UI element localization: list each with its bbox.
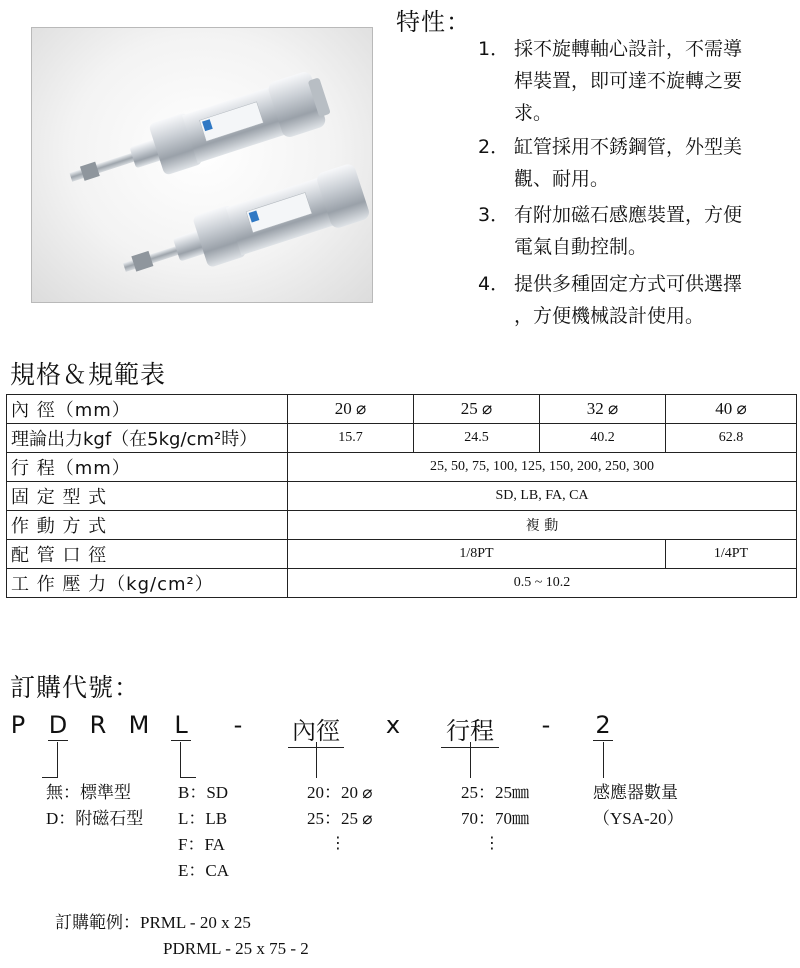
table-cell: 複 動 xyxy=(288,511,797,540)
option-sep: ： xyxy=(189,783,207,803)
table-row-action xyxy=(7,511,797,540)
option-sep: ： xyxy=(187,835,205,855)
code-x: x xyxy=(385,711,401,739)
code-r: R xyxy=(89,711,107,739)
option-key: L xyxy=(178,809,189,828)
connector-line xyxy=(603,742,604,778)
ellipsis-vertical: ⋮ xyxy=(330,833,346,852)
row-label: 工 作 壓 力（kg/cm²） xyxy=(7,569,288,598)
feature-text: 桿裝置，即可達不旋轉之要 xyxy=(514,70,743,92)
table-cell: SD, LB, FA, CA xyxy=(288,482,797,511)
option-key: 70 xyxy=(461,809,478,828)
row-label: 內 徑（mm） xyxy=(7,395,288,424)
sensor-model: （YSA-20） xyxy=(593,809,684,828)
option-sep: ： xyxy=(478,809,495,829)
feature-text: 缸管採用不銹鋼管，外型美 xyxy=(514,136,743,158)
connector-line xyxy=(42,777,58,778)
underline xyxy=(171,740,191,741)
option-text: 標準型 xyxy=(80,783,131,803)
row-label: 固 定 型 式 xyxy=(7,482,288,511)
ellipsis-vertical: ⋮ xyxy=(484,833,500,852)
option-text: CA xyxy=(205,861,230,880)
table-cell: 40.2 xyxy=(540,424,666,453)
option-sep: ： xyxy=(324,783,341,803)
feature-item-3 xyxy=(478,199,793,263)
option-text: 25 ⌀ xyxy=(341,809,373,828)
connector-line xyxy=(180,777,196,778)
table-cell: 24.5 xyxy=(414,424,540,453)
table-cell: 40 ⌀ xyxy=(666,395,797,424)
table-cell: 15.7 xyxy=(288,424,414,453)
option-key: F xyxy=(178,835,188,854)
list-item xyxy=(461,780,529,806)
table-row-mount xyxy=(7,482,797,511)
example-1: PRML - 20 x 25 xyxy=(140,913,251,932)
spec-title: 規格＆規範表 xyxy=(10,360,167,389)
option-text: 70㎜ xyxy=(495,809,529,828)
option-key: B xyxy=(178,783,190,802)
code-m: M xyxy=(128,711,150,739)
feature-item-1 xyxy=(478,33,793,129)
sensor-info xyxy=(593,780,684,832)
option-sep: ： xyxy=(188,809,206,829)
list-item xyxy=(178,858,229,884)
d-options xyxy=(46,780,143,832)
code-bore-text: 內徑 xyxy=(292,717,340,745)
option-text: FA xyxy=(204,835,225,854)
table-cell: 25 ⌀ xyxy=(414,395,540,424)
code-stroke-text: 行程 xyxy=(446,717,494,745)
feature-text: ，方便機械設計使用。 xyxy=(514,305,705,327)
table-cell: 1/8PT xyxy=(288,540,666,569)
spec-table xyxy=(6,394,797,598)
table-cell: 62.8 xyxy=(666,424,797,453)
code-d xyxy=(48,711,68,739)
row-label: 行 程（mm） xyxy=(7,453,288,482)
feature-number: 4． xyxy=(478,273,510,295)
feature-number: 1． xyxy=(478,38,510,60)
option-key: 無 xyxy=(46,783,63,803)
order-example xyxy=(55,910,309,962)
list-item xyxy=(178,832,229,858)
connector-line xyxy=(470,742,471,778)
cylinder-lower xyxy=(115,162,371,294)
option-sep: ： xyxy=(63,783,80,803)
code-l-letter: L xyxy=(174,711,188,739)
option-key: E xyxy=(178,861,189,880)
option-sep: ： xyxy=(478,783,495,803)
stroke-options xyxy=(461,780,529,832)
order-title: 訂購代號： xyxy=(10,673,141,702)
connector-line xyxy=(180,742,181,778)
option-key: 25 xyxy=(307,809,324,828)
feature-text: 採不旋轉軸心設計，不需導 xyxy=(514,38,743,60)
list-item xyxy=(307,780,373,806)
option-sep: ： xyxy=(58,809,76,829)
code-bore xyxy=(288,711,344,746)
list-item xyxy=(461,806,529,832)
underline xyxy=(593,740,613,741)
option-key: D xyxy=(46,809,59,828)
option-text: SD xyxy=(206,783,229,802)
option-sep: ： xyxy=(324,809,341,829)
table-cell: 1/4PT xyxy=(666,540,797,569)
example-label: 訂購範例： xyxy=(55,913,140,933)
row-label: 配 管 口 徑 xyxy=(7,540,288,569)
row-label: 作 動 方 式 xyxy=(7,511,288,540)
row-label: 理論出力kgf（在5kg/cm²時） xyxy=(7,424,288,453)
option-key: 20 xyxy=(307,783,324,802)
option-text: LB xyxy=(205,809,228,828)
feature-text: 提供多種固定方式可供選擇 xyxy=(514,273,743,295)
cylinder-illustration xyxy=(32,28,372,302)
table-row-port xyxy=(7,540,797,569)
option-sep: ： xyxy=(188,861,206,881)
feature-item-4 xyxy=(478,268,793,332)
table-row-pressure xyxy=(7,569,797,598)
feature-number: 2． xyxy=(478,136,510,158)
cylinder-upper xyxy=(62,68,334,206)
list-item xyxy=(307,806,373,832)
product-photo xyxy=(31,27,373,303)
code-dash-2: - xyxy=(541,711,551,739)
table-row-bore xyxy=(7,395,797,424)
feature-text: 電氣自動控制。 xyxy=(514,236,648,258)
feature-number: 3． xyxy=(478,204,510,226)
list-item xyxy=(46,780,143,806)
option-text: 20 ⌀ xyxy=(341,783,373,802)
table-cell: 0.5 ~ 10.2 xyxy=(288,569,797,598)
code-l xyxy=(171,711,191,739)
option-key: 25 xyxy=(461,783,478,802)
table-row-force xyxy=(7,424,797,453)
code-d-letter: D xyxy=(48,711,68,739)
table-cell: 32 ⌀ xyxy=(540,395,666,424)
code-dash-1: - xyxy=(233,711,243,739)
example-2: PDRML - 25 x 75 - 2 xyxy=(163,939,309,958)
code-stroke xyxy=(441,711,499,746)
list-item xyxy=(178,780,229,806)
code-p: P xyxy=(10,711,26,739)
table-row-stroke xyxy=(7,453,797,482)
feature-item-2 xyxy=(478,131,793,195)
connector-line xyxy=(316,742,317,778)
list-item xyxy=(46,806,143,832)
sensor-label: 感應器數量 xyxy=(593,783,678,803)
feature-text: 求。 xyxy=(514,102,553,124)
code-sensor xyxy=(593,711,613,739)
bore-options xyxy=(307,780,373,832)
feature-text: 有附加磁石感應裝置，方便 xyxy=(514,204,743,226)
table-cell: 25, 50, 75, 100, 125, 150, 200, 250, 300 xyxy=(288,453,797,482)
option-text: 25㎜ xyxy=(495,783,529,802)
table-cell: 20 ⌀ xyxy=(288,395,414,424)
connector-line xyxy=(57,742,58,778)
features-title: 特性： xyxy=(396,8,471,36)
option-text: 附磁石型 xyxy=(75,809,144,829)
list-item xyxy=(178,806,229,832)
underline xyxy=(48,740,68,741)
code-sensor-text: 2 xyxy=(595,711,611,739)
l-options xyxy=(178,780,229,884)
feature-text: 觀、耐用。 xyxy=(514,168,610,190)
